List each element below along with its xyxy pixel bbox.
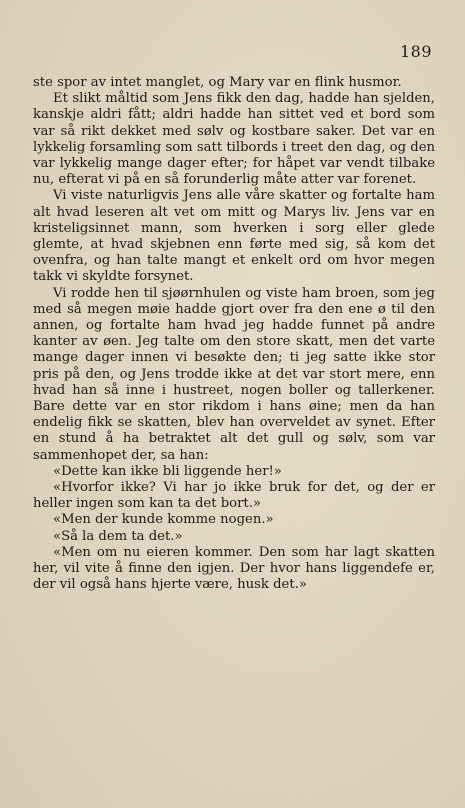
dialogue-line-2: «Hvorfor ikke? Vi har jo ikke bruk for det, og der er heller ingen som kan ta det bort.»	[33, 480, 435, 512]
dialogue-line-1: «Dette kan ikke bli liggende her!»	[53, 463, 282, 479]
paragraph-2: Et slikt måltid som Jens fikk den dag, hadde han sjelden, kanskje aldri fått; aldri hadde han sittet ved et bord som var så rikt dekket med sølv og kostbare saker. Det var en lykkelig forsamling som satt tilbords i treet den dag, og den var lykkelig mange dager efter; for håpet var vendt tilbake nu, efterat vi på en så forunderlig måte atter var forenet.	[33, 91, 435, 188]
paragraph-3: Vi viste naturligvis Jens alle våre skatter og fortalte ham alt hvad leseren alt vet om mitt og Marys liv. Jens var en kristeligsinnet mann, som hverken i sorg eller glede glemte, at hvad skjebnen enn førte med sig, så kom det ovenfra, og han talte mangt et enkelt ord om hvor megen takk vi skyldte forsynet.	[33, 188, 435, 285]
body-text	[33, 75, 435, 594]
dialogue-line-4: «Så la dem ta det.»	[53, 528, 183, 544]
dialogue-line-3: «Men der kunde komme nogen.»	[53, 512, 274, 528]
page-number: 189	[399, 42, 432, 61]
paragraph-4: Vi rodde hen til sjøørnhulen og viste ham broen, som jeg med så megen møie hadde gjort over fra den ene ø til den annen, og fortalte ham hvad jeg hadde funnet på andre kanter av øen. Jeg talte om den store skatt, men det varte mange dager innen vi besøkte den; ti jeg satte ikke stor pris på den, og Jens trodde ikke at det var stort mere, enn hvad han så inne i hustreet, nogen boller og tallerkener. Bare dette var en stor rikdom i hans øine; men da han endelig fikk se skatten, blev han overveldet av synet. Efter en stund å ha betraktet alt det gull og sølv, som var sammenhopet der, sa han:	[33, 285, 435, 463]
dialogue-line-5: «Men om nu eieren kommer. Den som har lagt skatten her, vil vite å finne den igjen. Der hvor hans liggendefe er, der vil også hans hjerte være, husk det.»	[33, 544, 435, 593]
paragraph-1: ste spor av intet manglet, og Mary var en flink husmor.	[33, 75, 402, 90]
